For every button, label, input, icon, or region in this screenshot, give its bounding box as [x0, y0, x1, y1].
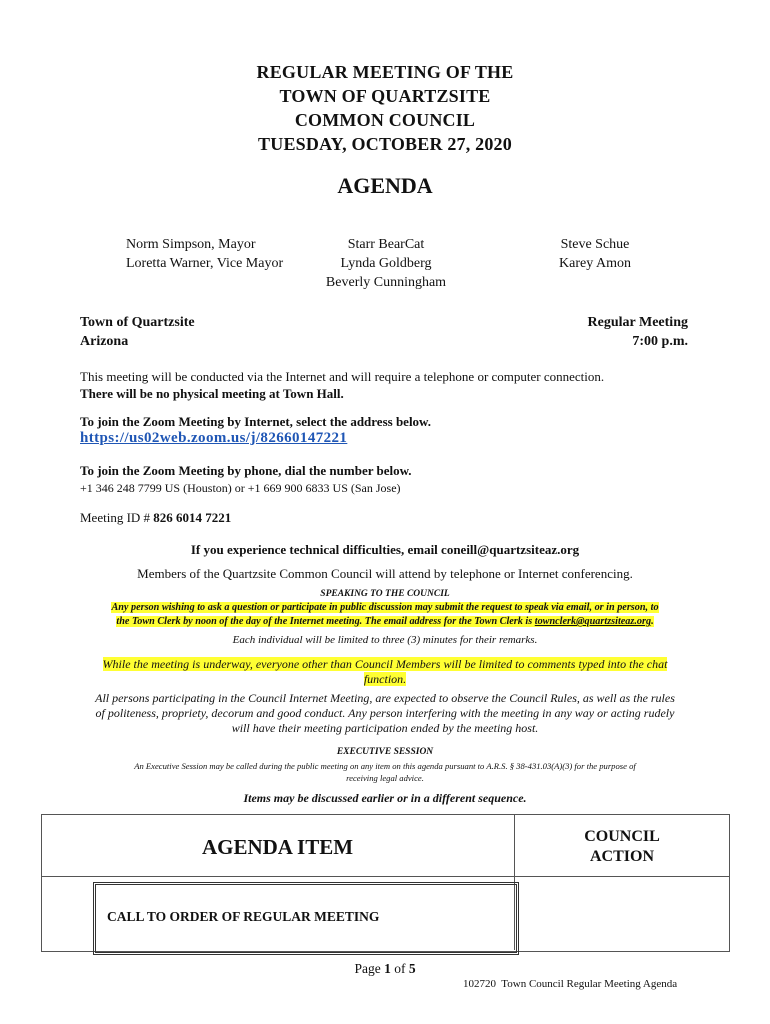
during-line-1: While the meeting is underway, everyone other than Council Members will be limited to comments typed into the chat [102, 657, 668, 671]
member-goldberg: Lynda Goldberg [340, 256, 432, 271]
member-schue: Steve Schue [560, 237, 630, 252]
member-bearcat: Starr BearCat [347, 237, 425, 252]
rules-line-3: will have their meeting participation ended by the meeting host. [231, 721, 539, 735]
sequence-note: Items may be discussed earlier or in a different sequence. [243, 791, 527, 805]
executive-block [0, 760, 770, 784]
executive-line-1: An Executive Session may be called during the public meeting on any item on this agenda pursuant to A.R.S. § 38-431.03(A)(3) for the purpose of [134, 761, 636, 771]
agenda-item-1: CALL TO ORDER OF REGULAR MEETING [107, 909, 380, 924]
page-total: 5 [408, 961, 416, 976]
executive-line-2: receiving legal advice. [346, 773, 424, 783]
state-name: Arizona [80, 334, 129, 349]
council-action-header [515, 827, 729, 867]
page-current: 1 [384, 961, 391, 976]
location-block [80, 313, 195, 351]
meeting-id-label: Meeting ID # [80, 510, 151, 525]
table-row-divider [41, 876, 729, 877]
attendance-note: Members of the Quartzsite Common Council will attend by telephone or Internet conferencing. [137, 566, 633, 581]
title-line-1: REGULAR MEETING OF THE [256, 62, 514, 82]
notice-line-2: There will be no physical meeting at Town Hall. [80, 386, 344, 401]
member-amon: Karey Amon [559, 256, 631, 271]
page-number [0, 961, 770, 977]
zoom-internet-heading: To join the Zoom Meeting by Internet, select the address below. [80, 414, 431, 429]
town-name: Town of Quartzsite [80, 315, 195, 330]
zoom-phone-numbers: +1 346 248 7799 US (Houston) or +1 669 900 6833 US (San Jose) [80, 481, 401, 495]
title-line-3: COMMON COUNCIL [294, 110, 476, 130]
meeting-type: Regular Meeting [587, 315, 688, 330]
zoom-phone-heading: To join the Zoom Meeting by phone, dial the number below. [80, 463, 412, 478]
rules-line-1: All persons participating in the Council Internet Meeting, are expected to observe the Council Rules, as well as the rules [95, 691, 675, 705]
speaking-heading: SPEAKING TO THE COUNCIL [320, 589, 450, 599]
speaking-limit: Each individual will be limited to three (3) minutes for their remarks. [232, 634, 538, 646]
meeting-block [500, 313, 688, 351]
meeting-time: 7:00 p.m. [632, 334, 688, 349]
title-line-2: TOWN OF QUARTZSITE [279, 86, 491, 106]
speaking-line-2: the Town Clerk by noon of the day of the Internet meeting. The email address for the Town Clerk is [116, 616, 533, 627]
speaking-line-2-end: . [651, 616, 654, 627]
council-action-line-1: COUNCIL [584, 828, 660, 845]
rules-block [0, 691, 770, 736]
page-of-label: of [394, 961, 406, 976]
notice-block [80, 368, 604, 402]
document-name: 102720 Town Council Regular Meeting Agenda [463, 978, 678, 990]
zoom-link[interactable]: https://us02web.zoom.us/j/82660147221 [80, 430, 348, 446]
meeting-id-row [80, 510, 231, 526]
executive-heading: EXECUTIVE SESSION [336, 747, 434, 757]
title-line-4: TUESDAY, OCTOBER 27, 2020 [258, 134, 512, 154]
clerk-email[interactable]: townclerk@quartzsiteaz.org [534, 616, 652, 627]
notice-line-1: This meeting will be conducted via the Internet and will require a telephone or computer connection. [80, 369, 605, 384]
meeting-id-value: 826 6014 7221 [153, 510, 232, 525]
agenda-item-header: AGENDA ITEM [201, 835, 354, 859]
speaking-line-2-wrap [116, 616, 653, 627]
speaking-line-1: Any person wishing to ask a question or participate in public discussion may submit the request to speak via email, or in person, to [111, 602, 659, 613]
member-mayor: Norm Simpson, Mayor [126, 237, 256, 252]
rules-line-2: of politeness, propriety, decorum and good conduct. Any person interfering with the meeting in any way or acting rudely [95, 706, 675, 720]
member-vice-mayor: Loretta Warner, Vice Mayor [126, 256, 284, 271]
members-column-2 [306, 235, 466, 292]
council-action-line-2: ACTION [589, 848, 654, 865]
page-label: Page [354, 961, 381, 976]
members-column-1 [126, 235, 283, 273]
tech-help: If you experience technical difficulties, email coneill@quartzsiteaz.org [190, 542, 580, 557]
agenda-heading: AGENDA [337, 173, 433, 198]
during-line-2: function. [363, 672, 407, 686]
member-cunningham: Beverly Cunningham [325, 275, 447, 290]
members-column-3 [540, 235, 650, 273]
during-meeting-block [0, 657, 770, 687]
speaking-block [0, 601, 770, 629]
